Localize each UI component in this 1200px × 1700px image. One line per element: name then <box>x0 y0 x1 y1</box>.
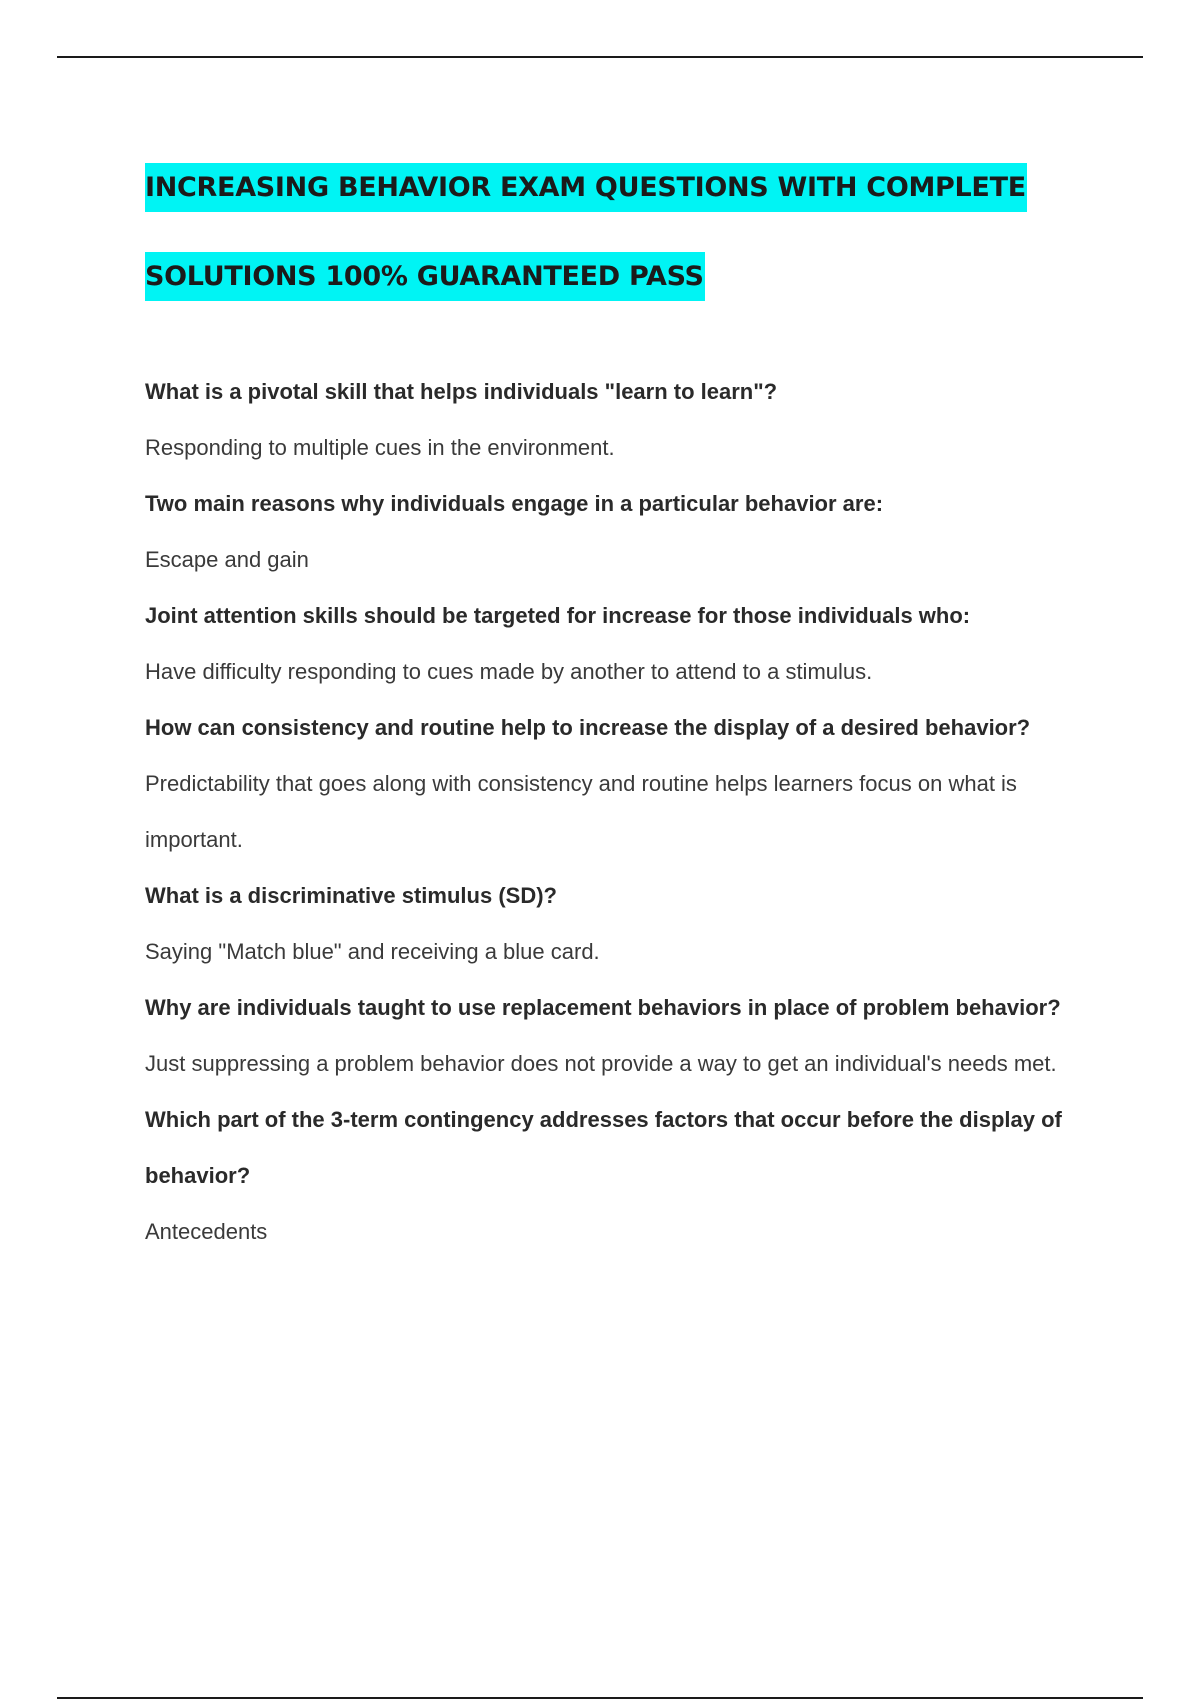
header-rule <box>57 56 1143 58</box>
answer-4: Predictability that goes along with consistency and routine helps learners focus on what is important. <box>145 771 1017 852</box>
document-title <box>145 143 1105 321</box>
qa-list <box>145 364 1085 1260</box>
question-4: How can consistency and routine help to increase the display of a desired behavior? <box>145 715 1031 740</box>
answer-1: Responding to multiple cues in the environment. <box>145 435 615 460</box>
answer-3: Have difficulty responding to cues made by another to attend to a stimulus. <box>145 659 873 684</box>
question-1: What is a pivotal skill that helps individuals "learn to learn"? <box>145 379 778 404</box>
title-line-1: INCREASING BEHAVIOR EXAM QUESTIONS WITH COMPLETE <box>145 163 1027 212</box>
answer-6: Just suppressing a problem behavior does not provide a way to get an individual's needs met. <box>145 1051 1057 1076</box>
question-6: Why are individuals taught to use replacement behaviors in place of problem behavior? <box>145 995 1061 1020</box>
question-3: Joint attention skills should be targeted for increase for those individuals who: <box>145 603 971 628</box>
question-2: Two main reasons why individuals engage in a particular behavior are: <box>145 491 884 516</box>
footer-rule <box>57 1697 1143 1699</box>
question-5: What is a discriminative stimulus (SD)? <box>145 883 557 908</box>
answer-7: Antecedents <box>145 1219 268 1244</box>
title-line-2: SOLUTIONS 100% GUARANTEED PASS <box>145 252 705 301</box>
answer-2: Escape and gain <box>145 547 309 572</box>
question-7: Which part of the 3-term contingency addresses factors that occur before the display of behavior? <box>145 1107 1062 1188</box>
answer-5: Saying "Match blue" and receiving a blue card. <box>145 939 600 964</box>
